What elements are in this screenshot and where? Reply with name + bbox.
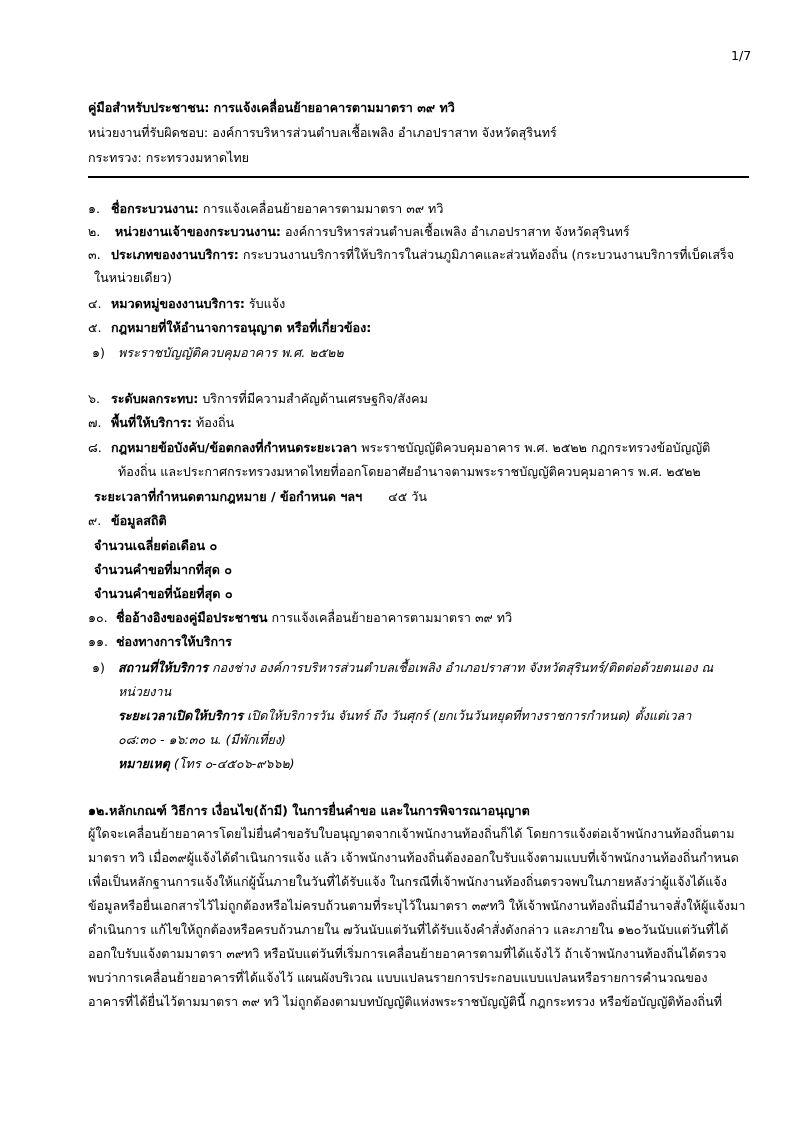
item-8-number: ๘. — [88, 440, 102, 455]
service-hours-value: เปิดให้บริการวัน จันทร์ ถึง วันศุกร์ (ยกเว้นวันหยุดที่ทางราชการกำหนด) ตั้งแต่เวลา — [247, 708, 692, 723]
item-8-label: กฎหมายข้อบังคับ/ข้อตกลงที่กำหนดระยะเวลา — [111, 440, 358, 455]
criteria-line-3: เพื่อเป็นหลักฐานการแจ้งให้แก่ผู้นั้นภายในวันที่ได้รับแจ้ง ในกรณีที่เจ้าพนักงานท้องถิ่นตรวจพบในภายหลังว่าผู้แจ้งได้แจ้ง — [88, 874, 727, 889]
item-3-number: ๓. — [88, 247, 101, 262]
criteria-line-7: พบว่าการเคลื่อนย้ายอาคารที่ได้แจ้งไว้ แผนผังบริเวณ แบบแปลนรายการประกอบแบบแปลนหรือรายการคำนวณของ — [88, 970, 708, 985]
item-12-number: ๑๒. — [88, 803, 110, 818]
item-7-label: พื้นที่ให้บริการ: — [111, 415, 192, 430]
service-location-label: สถานที่ให้บริการ — [118, 660, 208, 675]
item-3-value-line2: ในหน่วยเดียว) — [94, 270, 172, 285]
service-hours — [118, 708, 691, 724]
item-3-label: ประเภทของงานบริการ: — [111, 247, 239, 262]
ministry — [88, 150, 249, 166]
item-12-label: หลักเกณฑ์ วิธีการ เงื่อนไข(ถ้ามี) ในการยื่นคำขอ และในการพิจารณาอนุญาต — [109, 803, 530, 818]
manual-title-label: คู่มือสำหรับประชาชน: — [88, 100, 210, 115]
item-5-sub-number: ๑) — [92, 345, 105, 360]
criteria-line-2: มาตรา ทวิ เมื่อ๓๙ผู้แจ้งได้ดำเนินการแจ้ง แล้ว เจ้าพนักงานท้องถิ่นต้องออกใบรับแจ้งตามแบบที่เจ้าพนักงานท้องถิ่นกำหนด — [88, 850, 739, 865]
criteria-line-5: ดำเนินการ แก้ไขให้ถูกต้องหรือครบถ้วนภายใน ๗วันนับแต่วันที่ได้รับแจ้งคำสั่งดังกล่าว และภายใน ๑๒๐วันนับแต่วันที่ได้ — [88, 922, 729, 937]
item-2 — [115, 224, 630, 240]
item-6-number: ๖. — [88, 391, 100, 406]
item-10-value: การแจ้งเคลื่อนย้ายอาคารตามมาตรา ๓๙ ทวิ — [271, 610, 513, 625]
service-location — [118, 660, 713, 676]
item-5-label: กฎหมายที่ให้อำนาจการอนุญาต หรือที่เกี่ยวข้อง: — [111, 320, 372, 335]
item-4-value: รับแจ้ง — [248, 296, 286, 311]
stat-average-per-month: จำนวนเฉลี่ยต่อเดือน ๐ — [94, 538, 218, 553]
stat-min-requests: จำนวนคำขอที่น้อยที่สุด ๐ — [94, 586, 233, 601]
manual-title-value: การแจ้งเคลื่อนย้ายอาคารตามมาตรา ๓๙ ทวิ — [213, 100, 455, 115]
item-3-value: กระบวนงานบริการที่ให้บริการในส่วนภูมิภาคและส่วนท้องถิ่น (กระบวนงานบริการที่เบ็ดเสร็จ — [242, 247, 735, 262]
item-8-value: พระราชบัญญัติควบคุมอาคาร พ.ศ. ๒๕๒๒ กฎกระทรวงข้อบัญญัติ — [361, 440, 711, 455]
item-4-number: ๔. — [88, 296, 102, 311]
criteria-line-6: ออกใบรับแจ้งตามมาตรา ๓๙ทวิ หรือนับแต่วันที่เริ่มการเคลื่อนย้ายอาคารตามที่ได้แจ้งไว้ ถ้าเจ้าพนักงานท้องถิ่นได้ตรวจ — [88, 946, 727, 961]
ministry-label: กระทรวง: — [88, 150, 142, 165]
service-note — [118, 756, 295, 772]
item-10-label: ชื่ออ้างอิงของคู่มือประชาชน — [116, 610, 268, 625]
item-2-number: ๒. — [88, 224, 101, 239]
service-note-label: หมายเหตุ — [118, 756, 170, 771]
item-4-label: หมวดหมู่ของงานบริการ: — [111, 296, 245, 311]
service-note-value: (โทร ๐-๔๕๐๖-๙๖๖๒) — [173, 756, 295, 771]
item-1 — [111, 201, 443, 217]
item-10-number: ๑๐. — [88, 610, 108, 625]
ministry-value: กระทรวงมหาดไทย — [145, 150, 250, 165]
criteria-line-4: ข้อมูลหรือยื่นเอกสารไว้ไม่ถูกต้องหรือไม่ครบถ้วนตามที่ระบุไว้ในมาตรา ๓๙ทวิ ให้เจ้าพนักงานท้องถิ่นมีอำนาจสั่งให้ผู้แจ้งมา — [88, 898, 746, 913]
item-7 — [111, 415, 234, 431]
item-6-value: บริการที่มีความสำคัญด้านเศรษฐกิจ/สังคม — [202, 391, 428, 406]
item-2-value: องค์การบริหารส่วนตำบลเชื้อเพลิง อำเภอปราสาท จังหวัดสุรินทร์ — [284, 224, 630, 239]
responsible-agency — [88, 125, 557, 141]
item-8-value-line2: ท้องถิ่น และประกาศกระทรวงมหาดไทยที่ออกโดยอาศัยอำนาจตามพระราชบัญญัติควบคุมอาคาร พ.ศ. ๒๕๒๒ — [118, 464, 701, 479]
service-location-value: กองช่าง องค์การบริหารส่วนตำบลเชื้อเพลิง อำเภอปราสาท จังหวัดสุรินทร์/ติดต่อด้วยตนเอง ณ — [211, 660, 714, 675]
item-11-number: ๑๑. — [88, 634, 108, 649]
item-6 — [111, 391, 428, 407]
item-9-number: ๙. — [88, 513, 102, 528]
stat-max-requests: จำนวนคำขอที่มากที่สุด ๐ — [94, 562, 232, 577]
item-8-period — [94, 489, 427, 505]
item-11-sub-number: ๑) — [92, 660, 105, 675]
item-1-value: การแจ้งเคลื่อนย้ายอาคารตามมาตรา ๓๙ ทวิ — [202, 201, 444, 216]
service-hours-line2: ๐๘:๓๐ - ๑๖:๓๐ น. (มีพักเที่ยง) — [118, 732, 286, 747]
item-1-number: ๑. — [88, 201, 100, 216]
criteria-line-1: ผู้ใดจะเคลื่อนย้ายอาคารโดยไม่ยื่นคำขอรับใบอนุญาตจากเจ้าพนักงานท้องถิ่นก็ได้ โดยการแจ้งต่อเจ้าพนักงานท้องถิ่นตาม — [88, 826, 735, 841]
item-3 — [111, 247, 734, 263]
item-8 — [111, 440, 710, 456]
item-5-number: ๕. — [88, 320, 102, 335]
manual-title — [88, 100, 455, 116]
criteria-line-8: อาคารที่ได้ยื่นไว้ตามมาตรา ๓๙ ทวิ ไม่ถูกต้องตามบทบัญญัติแห่งพระราชบัญญัตินี้ กฎกระทรวง หรือข้อบัญญัติท้องถิ่นที่ — [88, 994, 723, 1009]
item-9-label: ข้อมูลสถิติ — [111, 513, 167, 528]
service-location-line2: หน่วยงาน — [118, 684, 172, 699]
service-hours-label: ระยะเวลาเปิดให้บริการ — [118, 708, 243, 723]
item-2-label: หน่วยงานเจ้าของกระบวนงาน: — [115, 224, 281, 239]
item-1-label: ชื่อกระบวนงาน: — [111, 201, 199, 216]
item-12-heading — [88, 803, 530, 819]
page-number: 1/7 — [731, 48, 752, 63]
item-7-number: ๗. — [88, 415, 102, 430]
item-11-label: ช่องทางการให้บริการ — [116, 634, 232, 649]
item-4 — [111, 296, 285, 312]
item-8-period-value: ๔๕ วัน — [388, 489, 427, 504]
agency-label: หน่วยงานที่รับผิดชอบ: — [88, 125, 209, 140]
item-5-law: พระราชบัญญัติควบคุมอาคาร พ.ศ. ๒๕๒๒ — [118, 345, 344, 360]
item-7-value: ท้องถิ่น — [195, 415, 235, 430]
item-6-label: ระดับผลกระทบ: — [111, 391, 199, 406]
item-8-period-label: ระยะเวลาที่กำหนดตามกฎหมาย / ข้อกำหนด ฯลฯ — [94, 489, 363, 504]
agency-value: องค์การบริหารส่วนตำบลเชื้อเพลิง อำเภอปราสาท จังหวัดสุรินทร์ — [212, 125, 557, 140]
item-10 — [116, 610, 512, 626]
header-divider — [88, 176, 749, 178]
